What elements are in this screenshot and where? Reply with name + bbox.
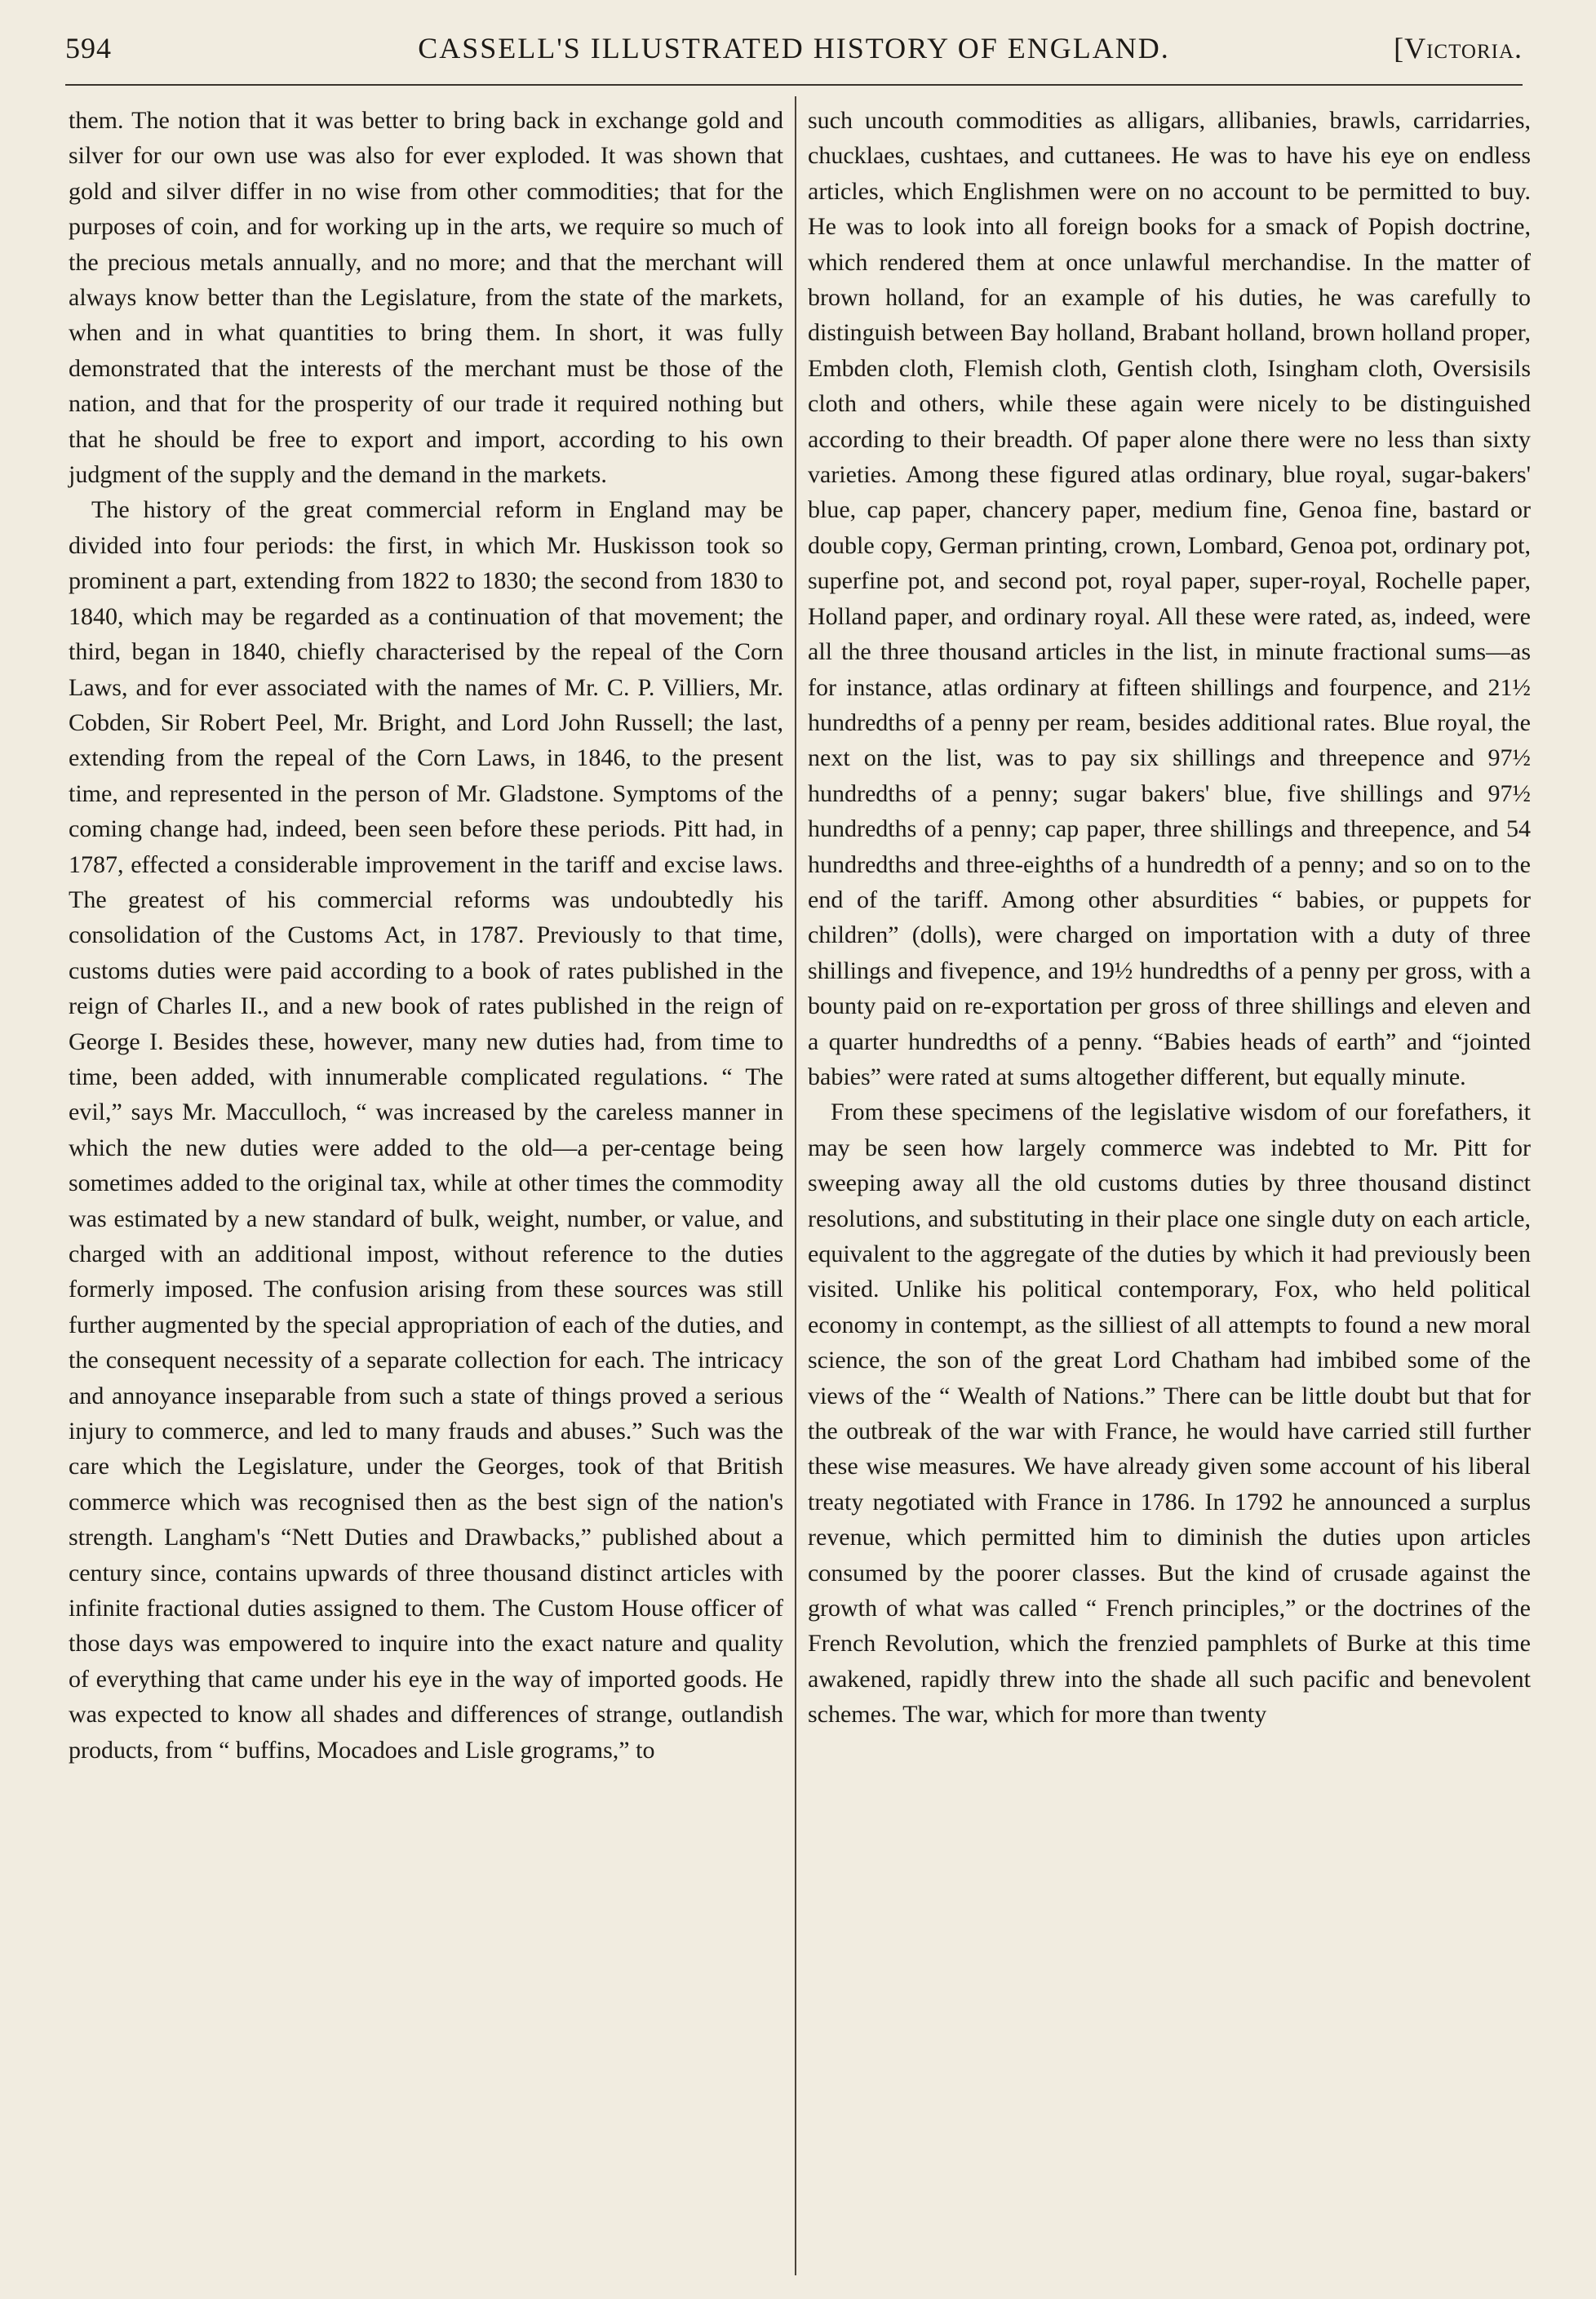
right-column <box>808 103 1531 2274</box>
left-paragraph-1: them. The notion that it was better to bring back in exchange gold and silver for our own use was also for ever exploded. It was shown that gold and silver differ in no wise from other commodities; that for the purposes of coin, and for working up in the arts, we require so much of the precious metals annually, and no more; and that the merchant will always know better than the Legislature, from the state of the markets, when and in what quantities to bring them. In short, it was fully demonstrated that the interests of the merchant must be those of the nation, and that for the prosperity of our trade it required nothing but that he should be free to export and import, according to his own judgment of the supply and the demand in the markets. <box>69 107 783 489</box>
running-head <box>65 28 1523 77</box>
left-column <box>69 103 783 2274</box>
section-label: [Victoria. <box>1394 32 1523 64</box>
right-paragraph-2: From these specimens of the legislative wisdom of our forefathers, it may be seen how largely commerce was indebted to Mr. Pitt for sweeping away all the old customs duties by three thousand distinct resolutions, and substituting in their place one single duty on each article, equivalent to the aggregate of the duties by which it had previously been visited. Unlike his political contemporary, Fox, who held political economy in contempt, as the silliest of all attempts to found a new moral science, the son of the great Lord Chatham had imbibed some of the views of the “ Wealth of Nations.” There can be little doubt but that for the outbreak of the war with France, he would have carried still further these wise measures. We have already given some account of his liberal treaty negotiated with France in 1786. In 1792 he announced a surplus revenue, which permitted him to diminish the duties upon articles consumed by the poorer classes. But the kind of crusade against the growth of what was called “ French principles,” or the doctrines of the French Revolution, which the frenzied pamphlets of Burke at this time awakened, rapidly threw into the shade all such pacific and benevolent schemes. The war, which for more than twenty <box>808 1098 1531 1729</box>
header-rule <box>65 84 1523 86</box>
page-number: 594 <box>65 32 112 64</box>
left-paragraph-2: The history of the great commercial reform in England may be divided into four periods: the first, in which Mr. Huskisson took so prominent a part, extending from 1822 to 1830; the second from 1830 to 1840, which may be regarded as a continuation of that movement; the third, began in 1840, chiefly characterised by the repeal of the Corn Laws, and for ever associated with the names of Mr. C. P. Villiers, Mr. Cobden, Sir Robert Peel, Mr. Bright, and Lord John Russell; the last, extending from the repeal of the Corn Laws, in 1846, to the present time, and represented in the person of Mr. Gladstone. Symptoms of the coming change had, indeed, been seen before these periods. Pitt had, in 1787, effected a considerable improvement in the tariff and excise laws. The greatest of his commercial reforms was undoubtedly his consolidation of the Customs Act, in 1787. Previously to that time, customs duties were paid according to a book of rates published in the reign of Charles II., and a new book of rates published in the reign of George I. Besides these, however, many new duties had, from time to time, been added, with innumerable complicated regulations. “ The evil,” says Mr. Macculloch, “ was increased by the careless manner in which the new duties were added to the old—a per-centage being sometimes added to the original tax, while at other times the commodity was estimated by a new standard of bulk, weight, number, or value, and charged with an additional impost, without reference to the duties formerly imposed. The confusion arising from these sources was still further augmented by the special appropriation of each of the duties, and the consequent necessity of a separate collection for each. The intricacy and annoyance inseparable from such a state of things proved a serious injury to commerce, and led to many frauds and abuses.” Such was the care which the Legislature, under the Georges, took of that British commerce which was recognised then as the best sign of the nation's strength. Langham's “Nett Duties and Drawbacks,” published about a century since, contains upwards of three thousand distinct articles with infinite fractional duties assigned to them. The Custom House officer of those days was empowered to inquire into the exact nature and quality of everything that came under his eye in the way of imported goods. He was expected to know all shades and differences of strange, outlandish products, from “ buffins, Mocadoes and Lisle grograms,” to <box>69 496 783 1764</box>
book-title: CASSELL'S ILLUSTRATED HISTORY OF ENGLAND. <box>418 32 1170 64</box>
column-divider <box>795 96 796 2275</box>
right-paragraph-1: such uncouth commodities as alligars, allibanies, brawls, carridarries, chucklaes, cushtaes, and cuttanees. He was to have his eye on endless articles, which Englishmen were on no account to be permitted to buy. He was to look into all foreign books for a smack of Popish doctrine, which rendered them at once unlawful merchandise. In the matter of brown holland, for an example of his duties, he was carefully to distinguish between Bay holland, Brabant holland, brown holland proper, Embden cloth, Flemish cloth, Gentish cloth, Isingham cloth, Oversisils cloth and others, while these again were nicely to be distinguished according to their breadth. Of paper alone there were no less than sixty varieties. Among these figured atlas ordinary, blue royal, sugar-bakers' blue, cap paper, chancery paper, medium fine, Genoa fine, bastard or double copy, German printing, crown, Lombard, Genoa pot, ordinary pot, superfine pot, and second pot, royal paper, super-royal, Rochelle paper, Holland paper, and ordinary royal. All these were rated, as, indeed, were all the three thousand articles in the list, in minute fractional sums—as for instance, atlas ordinary at fifteen shillings and fourpence, and 21½ hundredths of a penny per ream, besides additional rates. Blue royal, the next on the list, was to pay six shillings and threepence and 97½ hundredths of a penny; sugar bakers' blue, five shillings and 97½ hundredths of a penny; cap paper, three shillings and threepence, and 54 hundredths and three-eighths of a hundredth of a penny; and so on to the end of the tariff. Among other absurdities “ babies, or puppets for children” (dolls), were charged on importation with a duty of three shillings and fivepence, and 19½ hundredths of a penny per gross, with a bounty paid on re-exportation per gross of three shillings and eleven and a quarter hundredths of a penny. “Babies heads of earth” and “jointed babies” were rated at sums altogether different, but equally minute. <box>808 107 1531 1090</box>
